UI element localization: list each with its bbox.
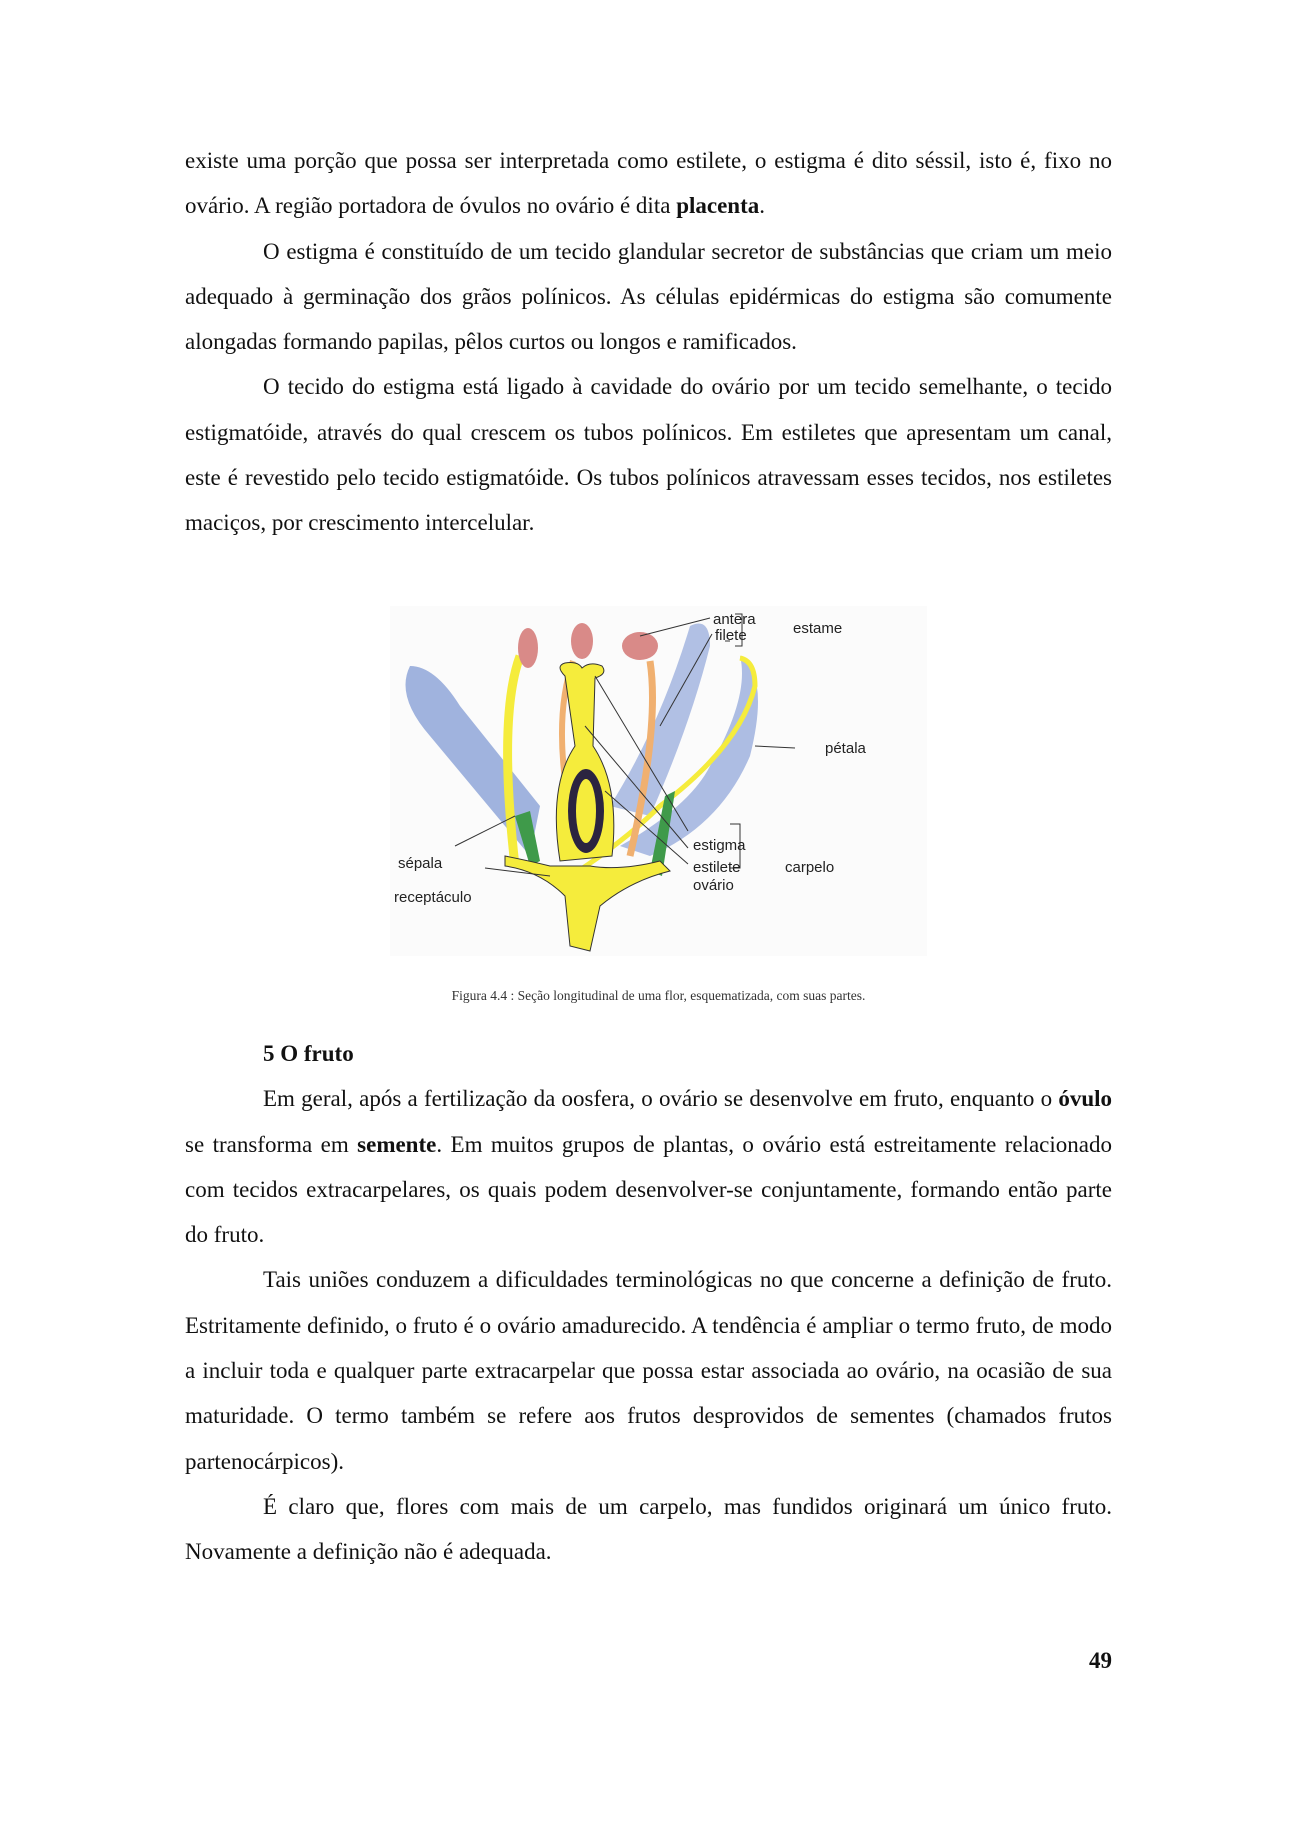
paragraph: É claro que, flores com mais de um carpelo, mas fundidos originará um único fruto. Novamente a definição não é adequada. <box>185 1493 1112 1565</box>
ovules <box>576 779 596 843</box>
flower-diagram <box>390 606 927 956</box>
page-number: 49 <box>1089 1648 1112 1673</box>
label-filete: filete <box>715 627 747 644</box>
section-fruto <box>185 1031 1112 1575</box>
label-antera: antera <box>713 611 756 628</box>
text: se transforma em <box>185 1131 358 1157</box>
paragraph: Tais uniões conduzem a dificuldades terminológicas no que concerne a definição de fruto. Estritamente definido, o fruto é o ovário amadurecido. A tendência é ampliar o termo fruto, de modo a incluir toda e qualquer parte extracarpelar que possa estar associada ao ovário, na ocasião de sua maturidade. O termo também se refere aos frutos desprovidos de sementes (chamados frutos partenocárpicos). <box>185 1267 1112 1474</box>
anther-center <box>571 623 593 659</box>
label-estigma: estigma <box>693 837 746 854</box>
anther-right <box>622 632 658 660</box>
label-petala: pétala <box>825 740 866 757</box>
text: . Em muitos grupos de plantas, o ovário está estreitamente relacionado com tecidos extracarpelares, os quais podem desenvolver-se conjuntamente, formando então parte do fruto. <box>185 1131 1112 1248</box>
text: . <box>759 193 765 219</box>
term-placenta: placenta <box>676 193 760 219</box>
paragraph: O estigma é constituído de um tecido glandular secretor de substâncias que criam um meio adequado à germinação dos grãos polínicos. As células epidérmicas do estigma são comumente alongadas formando papilas, pêlos curtos ou longos e ramificados. <box>185 238 1112 355</box>
label-receptaculo: receptáculo <box>394 889 472 906</box>
label-sepala: sépala <box>398 855 443 872</box>
paragraph <box>185 138 1112 229</box>
body-text-top <box>185 138 1112 546</box>
paragraph <box>185 1076 1112 1257</box>
term-semente: semente <box>357 1131 437 1157</box>
label-ovario: ovário <box>693 877 734 894</box>
paragraph: O tecido do estigma está ligado à cavidade do ovário por um tecido semelhante, o tecido estigmatóide, através do qual crescem os tubos polínicos. Em estiletes que apresentam um canal, este é revestido pelo tecido estigmatóide. Os tubos polínicos atravessam esses tecidos, nos estiletes maciços, por crescimento intercelular. <box>185 374 1112 536</box>
label-estame: estame <box>793 620 843 637</box>
text: existe uma porção que possa ser interpretada como estilete, o estigma é dito séssil, isto é, fixo no ovário. A região portadora de óvulos no ovário é dita <box>185 148 1112 219</box>
text: Em geral, após a fertilização da oosfera, o ovário se desenvolve em fruto, enquanto o <box>263 1086 1059 1112</box>
figure-caption: Figura 4.4 : Seção longitudinal de uma flor, esquematizada, com suas partes. <box>451 988 866 1003</box>
section-heading: 5 O fruto <box>263 1041 354 1066</box>
label-carpelo: carpelo <box>785 859 835 876</box>
term-ovulo: óvulo <box>1058 1086 1112 1112</box>
label-estilete: estilete <box>693 859 741 876</box>
anther-left <box>518 628 538 668</box>
